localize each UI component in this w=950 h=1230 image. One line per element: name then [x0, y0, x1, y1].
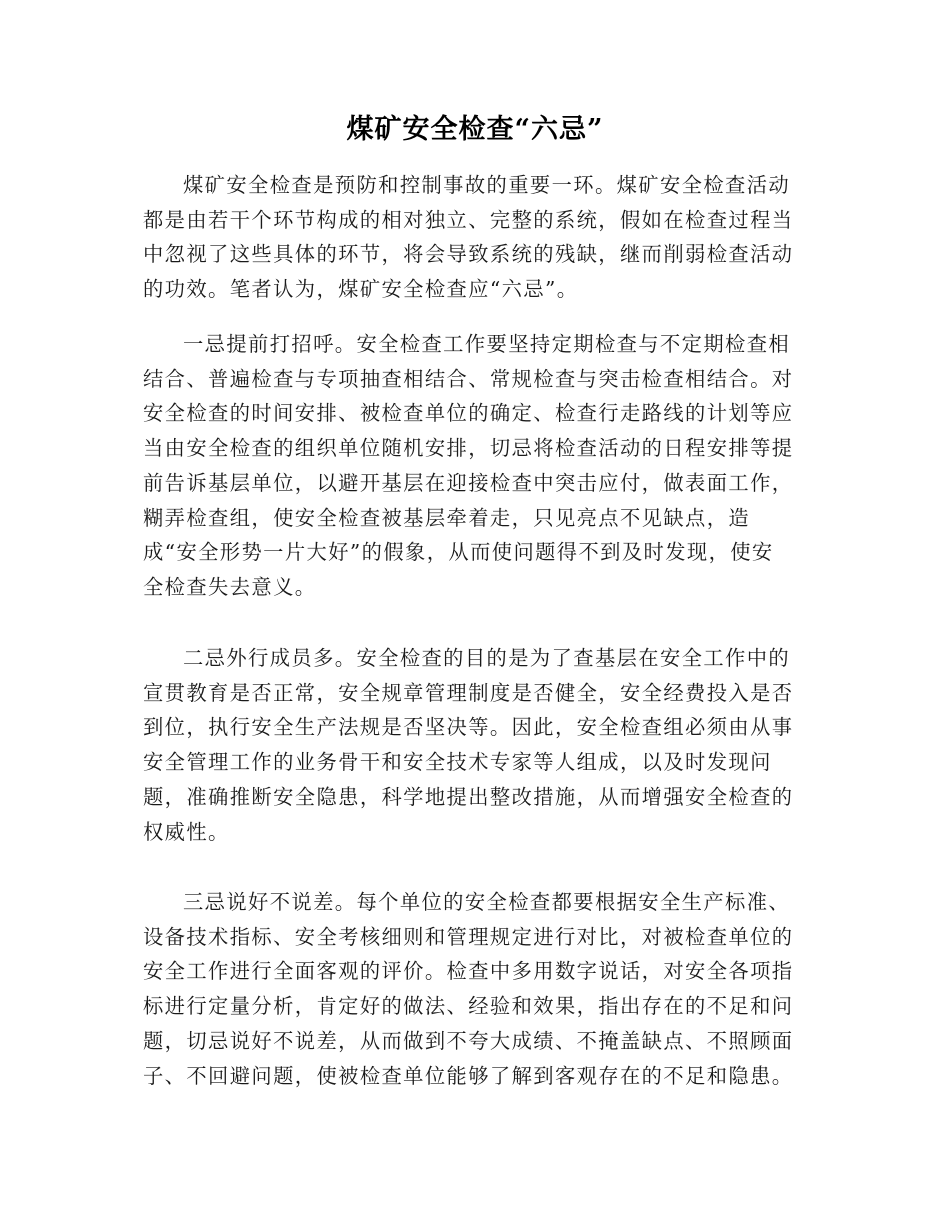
paragraph-line: 设备技术指标、安全考核细则和管理规定进行对比，对被检查单位的: [143, 924, 794, 949]
paragraph-line: 糊弄检查组，使安全检查被基层牵着走，只见亮点不见缺点，造: [143, 505, 751, 530]
paragraph-line: 标进行定量分析，肯定好的做法、经验和效果，指出存在的不足和问: [143, 994, 794, 1019]
paragraph-line: 煤矿安全检查是预防和控制事故的重要一环。煤矿安全检查活动: [183, 173, 791, 197]
paragraph-line: 的功效。笔者认为，煤矿安全检查应“六忌”。: [143, 277, 579, 302]
paragraph-line: 全检查失去意义。: [143, 574, 317, 599]
paragraph-line: 安全管理工作的业务骨干和安全技术专家等人组成，以及时发现问: [143, 750, 772, 775]
paragraph-line: 前告诉基层单位，以避开基层在迎接检查中突击应付，做表面工作，: [143, 470, 794, 495]
paragraph-line: 到位，执行安全生产法规是否坚决等。因此，安全检查组必须由从事: [143, 715, 794, 740]
paragraph-line: 中忽视了这些具体的环节，将会导致系统的残缺，继而削弱检查活动: [143, 242, 794, 267]
paragraph-line: 子、不回避问题，使被检查单位能够了解到客观存在的不足和隐患。: [143, 1063, 794, 1088]
paragraph-line: 当由安全检查的组织单位随机安排，切忌将检查活动的日程安排等提: [143, 436, 794, 461]
paragraph-line: 结合、普遍检查与专项抽查相结合、常规检查与突击检查相结合。对: [143, 366, 794, 391]
paragraph-line: 宣贯教育是否正常，安全规章管理制度是否健全，安全经费投入是否: [143, 680, 794, 705]
paragraph-line: 安全工作进行全面客观的评价。检查中多用数字说话，对安全各项指: [143, 959, 794, 984]
paragraph-line: 权威性。: [143, 819, 230, 844]
paragraph-line: 安全检查的时间安排、被检查单位的确定、检查行走路线的计划等应: [143, 401, 794, 426]
paragraph-line: 二忌外行成员多。安全检查的目的是为了查基层在安全工作中的: [183, 646, 791, 670]
paragraph-line: 成“安全形势一片大好”的假象，从而使问题得不到及时发现，使安: [143, 540, 774, 565]
paragraph-line: 题，准确推断安全隐患，科学地提出整改措施，从而增强安全检查的: [143, 784, 794, 809]
paragraph-line: 三忌说好不说差。每个单位的安全检查都要根据安全生产标准、: [183, 890, 791, 914]
paragraph-line: 都是由若干个环节构成的相对独立、完整的系统，假如在检查过程当: [143, 207, 794, 232]
paragraph-line: 一忌提前打招呼。安全检查工作要坚持定期检查与不定期检查相: [183, 332, 791, 356]
paragraph-line: 题，切忌说好不说差，从而做到不夸大成绩、不掩盖缺点、不照顾面: [143, 1028, 794, 1053]
document-title: 煤矿安全检查“六忌”: [346, 114, 604, 145]
